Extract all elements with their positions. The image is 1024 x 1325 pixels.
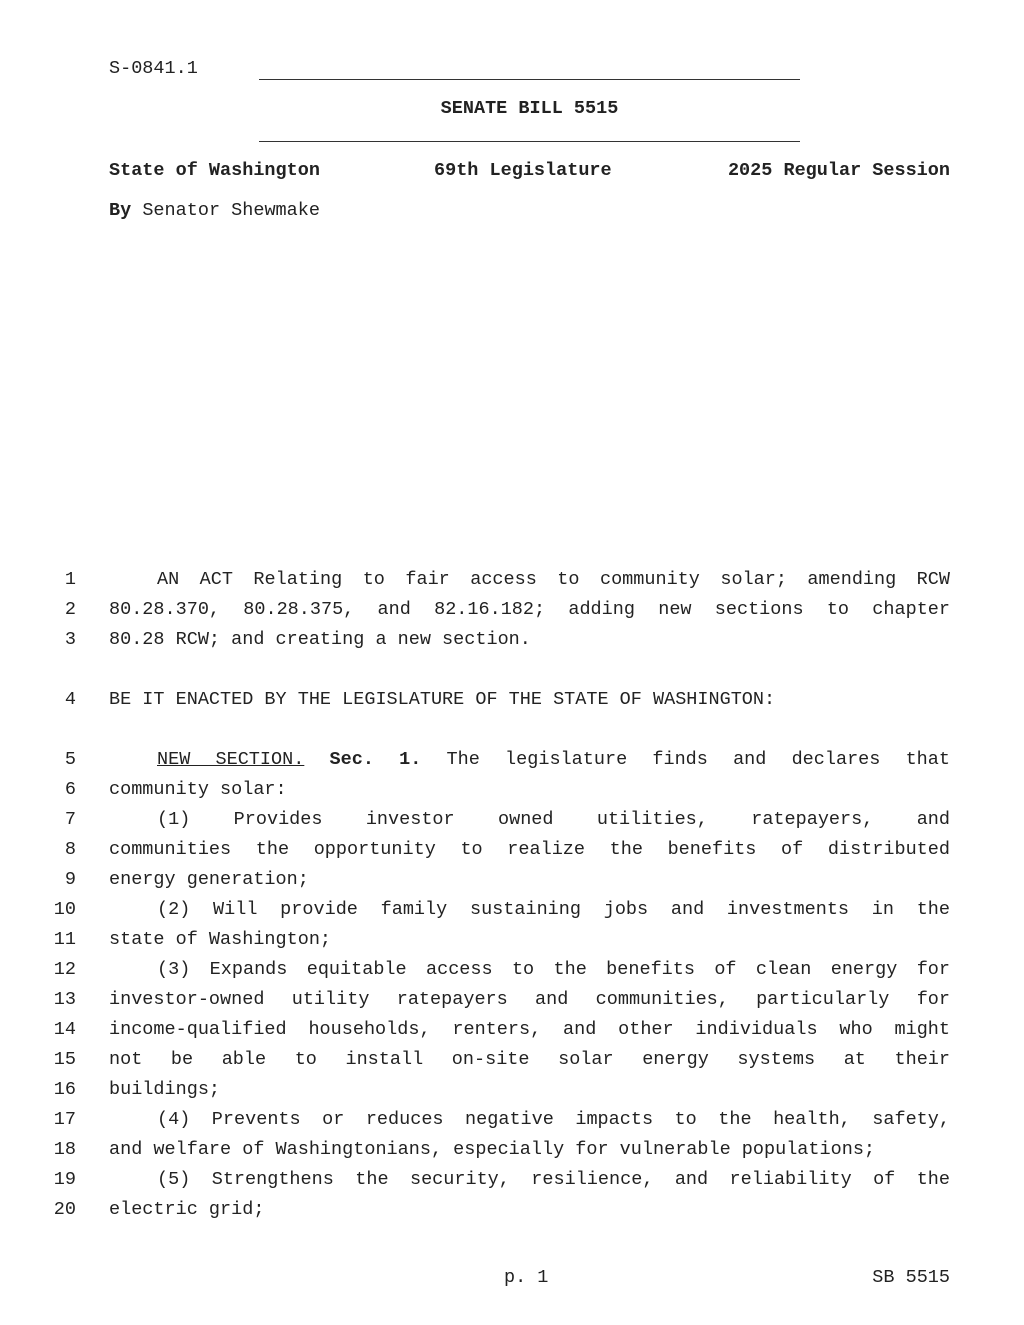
body-text: The legislature finds and declares that	[446, 749, 950, 770]
line-number: 2	[64, 599, 76, 620]
body-line: income-qualified households, renters, and other individuals who might	[109, 1019, 950, 1040]
line-number: 4	[64, 689, 76, 710]
title-rule-bottom	[259, 141, 800, 142]
line-number: 3	[64, 629, 76, 650]
title-rule-top	[259, 79, 800, 80]
body-line: community solar:	[109, 779, 287, 800]
line-number: 19	[53, 1169, 76, 1190]
body-line: (3) Expands equitable access to the benefits of clean energy for	[157, 959, 950, 980]
body-line: (1) Provides investor owned utilities, ratepayers, and	[157, 809, 950, 830]
body-line: investor-owned utility ratepayers and communities, particularly for	[109, 989, 950, 1010]
line-number: 20	[53, 1199, 76, 1220]
bill-reference: SB 5515	[872, 1267, 950, 1288]
body-line: and welfare of Washingtonians, especially for vulnerable populations;	[109, 1139, 876, 1160]
body-line: buildings;	[109, 1079, 221, 1100]
body-line: energy generation;	[109, 869, 309, 890]
line-number: 7	[64, 809, 76, 830]
enacting-clause: BE IT ENACTED BY THE LEGISLATURE OF THE STATE OF WASHINGTON:	[109, 689, 776, 710]
body-line: (5) Strengthens the security, resilience, and reliability of the	[157, 1169, 950, 1190]
line-number: 11	[53, 929, 76, 950]
line-number: 16	[53, 1079, 76, 1100]
body-line: (4) Prevents or reduces negative impacts to the health, safety,	[157, 1109, 950, 1130]
section-heading-line	[109, 745, 950, 775]
line-number: 14	[53, 1019, 76, 1040]
line-number: 13	[53, 989, 76, 1010]
line-number: 18	[53, 1139, 76, 1160]
section-number: Sec. 1.	[329, 749, 422, 770]
sponsor-name: Senator Shewmake	[142, 200, 320, 221]
by-label: By	[109, 200, 132, 221]
line-number: 9	[64, 869, 76, 890]
legislature-label: 69th Legislature	[434, 160, 612, 181]
line-number: 15	[53, 1049, 76, 1070]
body-line: not be able to install on-site solar energy systems at their	[109, 1049, 950, 1070]
sponsor-line	[109, 200, 320, 221]
body-line: communities the opportunity to realize the benefits of distributed	[109, 839, 950, 860]
new-section-label: NEW SECTION.	[157, 749, 305, 770]
body-line: 80.28 RCW; and creating a new section.	[109, 629, 531, 650]
state-label: State of Washington	[109, 160, 320, 181]
body-line: state of Washington;	[109, 929, 332, 950]
body-line: 80.28.370, 80.28.375, and 82.16.182; adding new sections to chapter	[109, 599, 950, 620]
line-number: 8	[64, 839, 76, 860]
body-line: AN ACT Relating to fair access to community solar; amending RCW	[157, 569, 950, 590]
line-number: 10	[53, 899, 76, 920]
bill-title: SENATE BILL 5515	[440, 98, 619, 119]
line-number: 5	[64, 749, 76, 770]
line-number: 6	[64, 779, 76, 800]
body-line: (2) Will provide family sustaining jobs and investments in the	[157, 899, 950, 920]
line-number: 1	[64, 569, 76, 590]
line-number: 12	[53, 959, 76, 980]
document-id: S-0841.1	[109, 58, 198, 79]
session-label: 2025 Regular Session	[727, 160, 950, 181]
body-line: electric grid;	[109, 1199, 265, 1220]
line-number: 17	[53, 1109, 76, 1130]
page-number: p. 1	[504, 1267, 549, 1288]
